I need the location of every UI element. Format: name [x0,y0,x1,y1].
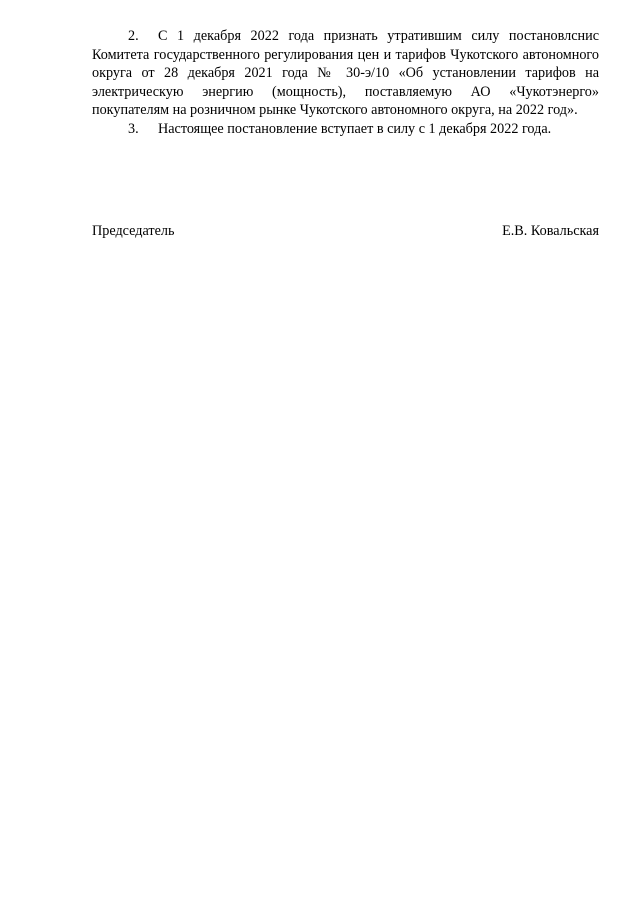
list-item [92,120,599,139]
signature-position: Председатель [92,223,175,239]
item-number: 2. [128,28,139,44]
item-number: 3. [128,120,139,137]
item-text: С 1 декабря 2022 года признать утратившим силу постановлснис Комитета государственного регулирования цен и тарифов Чукотского автономного округа от 28 декабря 2021 года № 30-э/10 «Об установлении тарифов на электрическую энергию (мощность), поставляемую АО «Чукотэнерго» покупателям на розничном рынке Чукотского автономного округа, на 2022 год». [92,28,599,119]
item-text: Настоящее постановление вступает в силу с 1 декабря 2022 года. [158,120,552,137]
list-item [92,27,599,120]
signature-block [92,222,599,241]
document-body [92,27,599,139]
signature-name: Е.В. Ковальская [502,223,599,239]
